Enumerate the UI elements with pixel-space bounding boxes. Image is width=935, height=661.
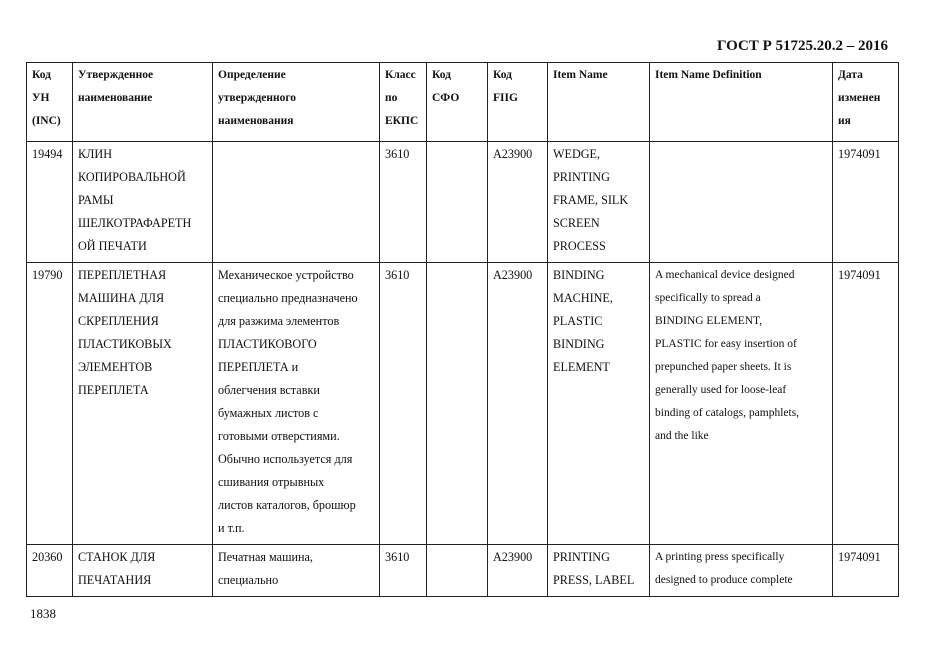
header-line: ЕКПС (385, 115, 419, 127)
cell-line: binding of catalogs, pamphlets, (655, 407, 800, 419)
header-line: утвержденного (218, 92, 297, 104)
cell-class: 3610 (380, 142, 427, 263)
cell-line: MACHINE, (553, 291, 613, 305)
cell-line: BINDING ELEMENT, (655, 315, 763, 327)
cell-line: ШЕЛКОТРАФАРЕТН (78, 216, 192, 230)
col-header-date (833, 63, 899, 142)
cell-line: A mechanical device designed (655, 269, 795, 281)
cell-line: ПЕРЕПЛЕТА (78, 383, 149, 397)
cell-line: PRINTING (553, 170, 610, 184)
table-row (27, 263, 899, 545)
cell-fiig: A23900 (488, 545, 548, 597)
col-header-approved-name (73, 63, 213, 142)
header-line: Item Name (553, 69, 608, 81)
cell-class: 3610 (380, 263, 427, 545)
cell-line: and the like (655, 430, 709, 442)
cell-line: ПЕРЕПЛЕТА и (218, 360, 299, 374)
cell-line: BINDING (553, 337, 605, 351)
cell-line: Механическое устройство (218, 268, 354, 282)
header-line: наименования (218, 115, 294, 127)
cell-line: специально предназначено (218, 291, 358, 305)
cell-line: Печатная машина, (218, 550, 313, 564)
col-header-fiig (488, 63, 548, 142)
cell-sfo (427, 545, 488, 597)
cell-line: СКРЕПЛЕНИЯ (78, 314, 159, 328)
header-line: наименование (78, 92, 153, 104)
cell-sfo (427, 263, 488, 545)
cell-line: specifically to spread a (655, 292, 761, 304)
cell-fiig: A23900 (488, 263, 548, 545)
header-line: (INC) (32, 115, 61, 127)
cell-line: PRINTING (553, 550, 610, 564)
cell-line: РАМЫ (78, 193, 114, 207)
cell-line: листов каталогов, брошюр (218, 498, 356, 512)
cell-line: специально (218, 573, 279, 587)
header-line: ия (838, 115, 851, 127)
header-line: СФО (432, 92, 460, 104)
cell-inc: 20360 (27, 545, 73, 597)
document-header: ГОСТ Р 51725.20.2 – 2016 (716, 38, 888, 54)
cell-class: 3610 (380, 545, 427, 597)
cell-line: для разжима элементов (218, 314, 340, 328)
cell-item-name (548, 142, 650, 263)
cell-fiig: A23900 (488, 142, 548, 263)
cell-line: МАШИНА ДЛЯ (78, 291, 165, 305)
header-line: УН (32, 92, 50, 104)
table-header-row (27, 63, 899, 142)
cell-approved-name (73, 263, 213, 545)
cell-item-definition (650, 142, 833, 263)
header-line: Код (432, 69, 452, 81)
cell-line: SCREEN (553, 216, 600, 230)
cell-line: A printing press specifically (655, 551, 785, 563)
col-header-item-definition (650, 63, 833, 142)
header-line: по (385, 92, 398, 104)
col-header-sfo (427, 63, 488, 142)
cell-line: ПЛАСТИКОВЫХ (78, 337, 172, 351)
cell-line: PLASTIC (553, 314, 603, 328)
cell-sfo (427, 142, 488, 263)
cell-line: PLASTIC for easy insertion of (655, 338, 797, 350)
cell-line: ELEMENT (553, 360, 610, 374)
col-header-definition (213, 63, 380, 142)
cell-line: ПЛАСТИКОВОГО (218, 337, 317, 351)
col-header-inc (27, 63, 73, 142)
cell-line: PROCESS (553, 239, 606, 253)
cell-definition (213, 263, 380, 545)
cell-line: designed to produce complete (655, 574, 793, 586)
cell-line: и т.п. (218, 521, 245, 535)
cell-line: сшивания отрывных (218, 475, 325, 489)
cell-inc: 19494 (27, 142, 73, 263)
cell-line: облегчения вставки (218, 383, 320, 397)
cell-line: PRESS, LABEL (553, 573, 635, 587)
cell-date: 1974091 (833, 263, 899, 545)
cell-definition (213, 545, 380, 597)
header-line: изменен (838, 92, 881, 104)
cell-item-definition (650, 263, 833, 545)
cell-item-definition (650, 545, 833, 597)
cell-line: FRAME, SILK (553, 193, 629, 207)
cell-approved-name (73, 142, 213, 263)
cell-line: generally used for loose-leaf (655, 384, 787, 396)
cell-item-name (548, 545, 650, 597)
cell-line: СТАНОК ДЛЯ (78, 550, 156, 564)
col-header-class (380, 63, 427, 142)
header-line: Код (32, 69, 52, 81)
cell-line: WEDGE, (553, 147, 601, 161)
header-line: Дата (838, 69, 863, 81)
cell-inc: 19790 (27, 263, 73, 545)
cell-line: prepunched paper sheets. It is (655, 361, 792, 373)
cell-line: КОПИРОВАЛЬНОЙ (78, 170, 186, 184)
header-line: Код (493, 69, 513, 81)
header-line: Определение (218, 69, 286, 81)
cell-line: BINDING (553, 268, 605, 282)
cell-line: Обычно используется для (218, 452, 353, 466)
cell-line: бумажных листов с (218, 406, 319, 420)
cell-date: 1974091 (833, 545, 899, 597)
header-line: FIIG (493, 92, 518, 104)
header-line: Класс (385, 69, 416, 81)
header-line: Утвержденное (78, 69, 154, 81)
cell-date: 1974091 (833, 142, 899, 263)
table-row (27, 142, 899, 263)
header-line: Item Name Definition (655, 69, 762, 81)
col-header-item-name (548, 63, 650, 142)
cell-definition (213, 142, 380, 263)
cell-line: ПЕРЕПЛЕТНАЯ (78, 268, 167, 282)
cell-line: КЛИН (78, 147, 112, 161)
cell-item-name (548, 263, 650, 545)
table-row (27, 545, 899, 597)
item-name-table (26, 62, 899, 597)
cell-line: ПЕЧАТАНИЯ (78, 573, 152, 587)
cell-line: ОЙ ПЕЧАТИ (78, 239, 147, 253)
cell-approved-name (73, 545, 213, 597)
cell-line: ЭЛЕМЕНТОВ (78, 360, 153, 374)
cell-line: готовыми отверстиями. (218, 429, 340, 443)
page-number: 1838 (30, 606, 56, 621)
